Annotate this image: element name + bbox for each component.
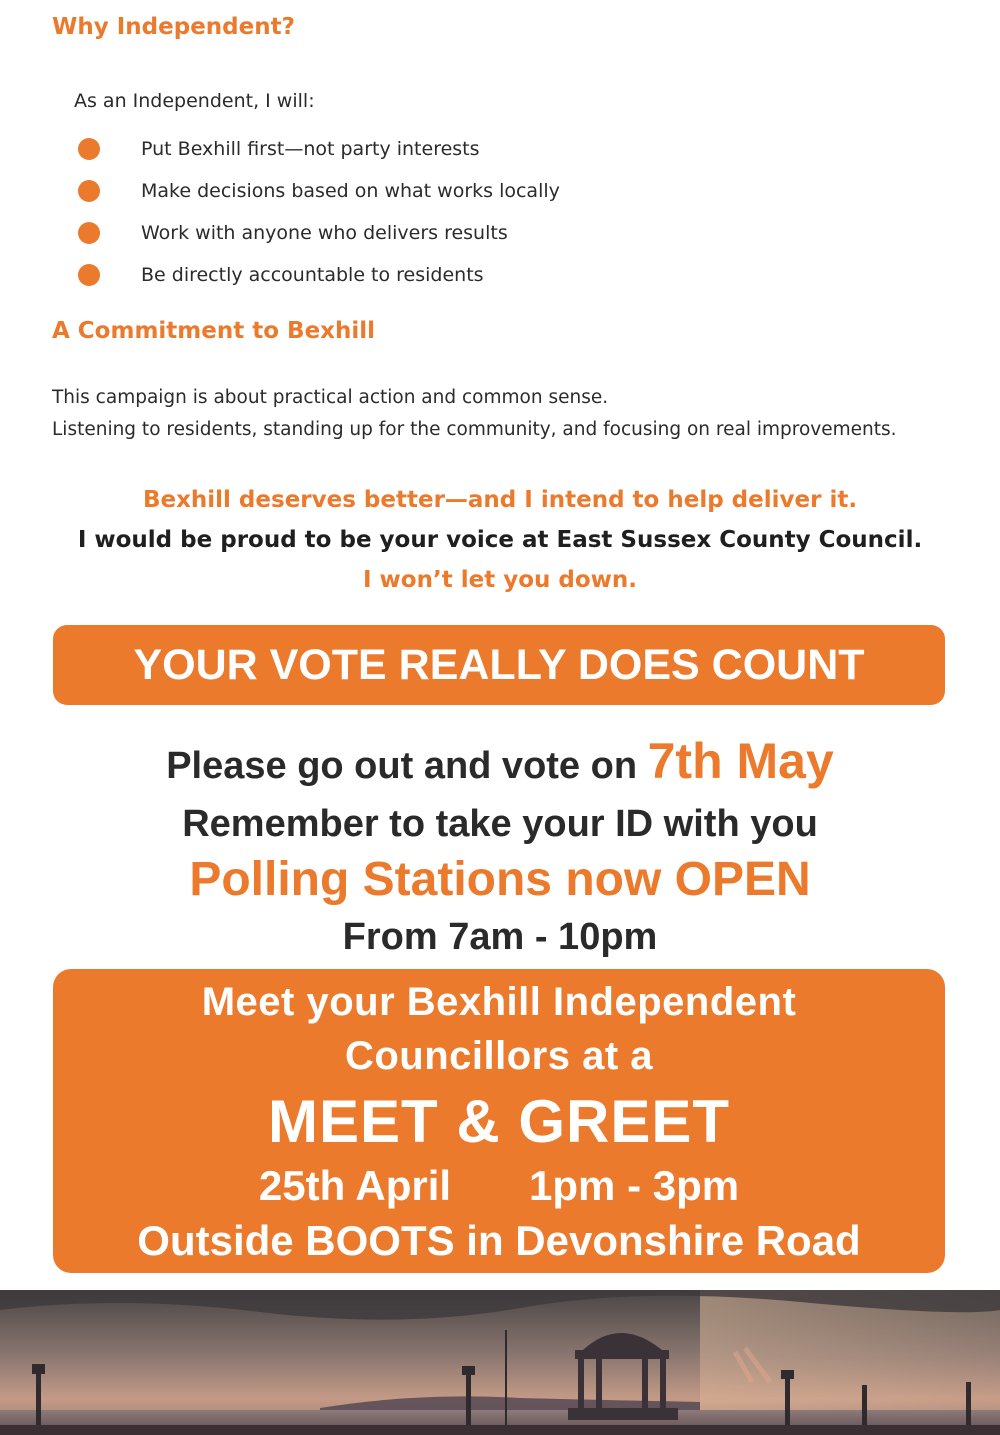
pledge-text: Work with anyone who delivers results [141,222,508,244]
pledge-text: Put Bexhill first—not party interests [141,138,480,160]
pledge-text: Be directly accountable to residents [141,264,484,286]
meet-datetime [53,1161,945,1211]
polling-hours: From 7am - 10pm [342,916,658,958]
seafront-photo [0,1290,1000,1435]
meet-time: 1pm - 3pm [529,1162,740,1209]
vote-count-banner: YOUR VOTE REALLY DOES COUNT [53,625,945,705]
meet-greet-banner [53,969,945,1273]
vote-prefix: Please go out and vote on [166,745,648,787]
closing-line-3: I won’t let you down. [362,567,637,593]
commitment-heading: A Commitment to Bexhill [52,318,376,344]
meet-greet-title: MEET & GREET [267,1088,731,1155]
vote-date: 7th May [647,733,834,789]
pledge-list [78,128,560,296]
meet-location: Outside BOOTS in Devonshire Road [137,1217,861,1264]
list-item [78,254,560,296]
commitment-line-2: Listening to residents, standing up for the community, and focusing on real improvements. [52,419,897,440]
closing-line-1: Bexhill deserves better—and I intend to help deliver it. [142,487,858,513]
id-reminder: Remember to take your ID with you [182,803,818,845]
closing-statement [0,480,1000,600]
bullet-dot-icon [78,264,100,286]
list-item [78,212,560,254]
commitment-line-1: This campaign is about practical action and common sense. [52,387,609,408]
bullet-dot-icon [78,138,100,160]
closing-line-2: I would be proud to be your voice at East Sussex County Council. [77,527,923,553]
bullet-dot-icon [78,180,100,202]
polling-open: Polling Stations now OPEN [189,853,811,906]
intro-text: As an Independent, I will: [74,90,315,112]
list-item [78,170,560,212]
meet-line-1: Meet your Bexhill Independent [201,980,797,1024]
why-independent-heading: Why Independent? [52,14,295,40]
seafront-illustration [0,1290,1000,1435]
commitment-paragraph [52,382,897,446]
pledge-text: Make decisions based on what works locally [141,180,560,202]
bullet-dot-icon [78,222,100,244]
list-item [78,128,560,170]
meet-line-2: Councillors at a [344,1034,654,1078]
meet-date: 25th April [258,1162,452,1209]
vote-info [0,730,1000,965]
vote-date-line [0,730,1000,797]
